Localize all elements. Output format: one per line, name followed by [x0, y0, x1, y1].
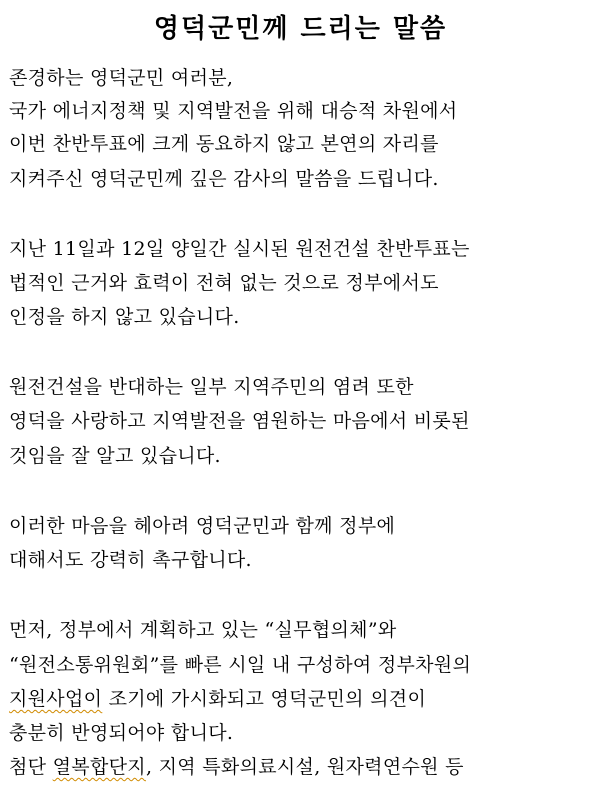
text-line: 원전건설을 반대하는 일부 지역주민의 염려 또한 — [9, 376, 414, 398]
text-line: 것임을 잘 알고 있습니다. — [9, 445, 221, 467]
text-line: 법적인 근거와 효력이 전혀 없는 것으로 정부에서도 — [9, 272, 439, 294]
text-line: 충분히 반영되어야 합니다. — [9, 722, 234, 744]
text-line — [9, 684, 594, 714]
text-segment: , 지역 특화의료시설, 원자력연수원 등 — [145, 756, 464, 778]
text-line: 지켜주신 영덕군민께 깊은 감사의 말씀을 드립니다. — [9, 168, 439, 190]
text-segment: 조기에 가시화되고 영덕군민의 의견이 — [102, 688, 427, 710]
text-line: 영덕을 사랑하고 지역발전을 염원하는 마음에서 비롯된 — [9, 410, 470, 432]
text-line: 먼저, 정부에서 계획하고 있는 “실무협의체”와 — [9, 619, 397, 641]
text-line: 대해서도 강력히 촉구합니다. — [9, 549, 252, 571]
text-line: 존경하는 영덕군민 여러분, — [9, 67, 234, 89]
text-segment: 첨단 — [9, 756, 53, 778]
text-line: 이번 찬반투표에 크게 동요하지 않고 본연의 자리를 — [9, 133, 439, 155]
spellcheck-marked-word: 열복합단지 — [52, 756, 146, 778]
text-line: 국가 에너지정책 및 지역발전을 위해 대승적 차원에서 — [9, 100, 458, 122]
text-line — [9, 752, 594, 782]
text-line: 이러한 마음을 헤아려 영덕군민과 함께 정부에 — [9, 515, 396, 537]
spellcheck-marked-word: 지원사업이 — [9, 688, 103, 710]
text-line: “원전소통위원회”를 빠른 시일 내 구성하여 정부차원의 — [9, 654, 472, 676]
text-line: 지난 11일과 12일 양일간 실시된 원전건설 찬반투표는 — [9, 238, 470, 260]
text-line: 인정을 하지 않고 있습니다. — [9, 306, 240, 328]
document-title: 영덕군민께 드리는 말씀 — [153, 14, 448, 44]
